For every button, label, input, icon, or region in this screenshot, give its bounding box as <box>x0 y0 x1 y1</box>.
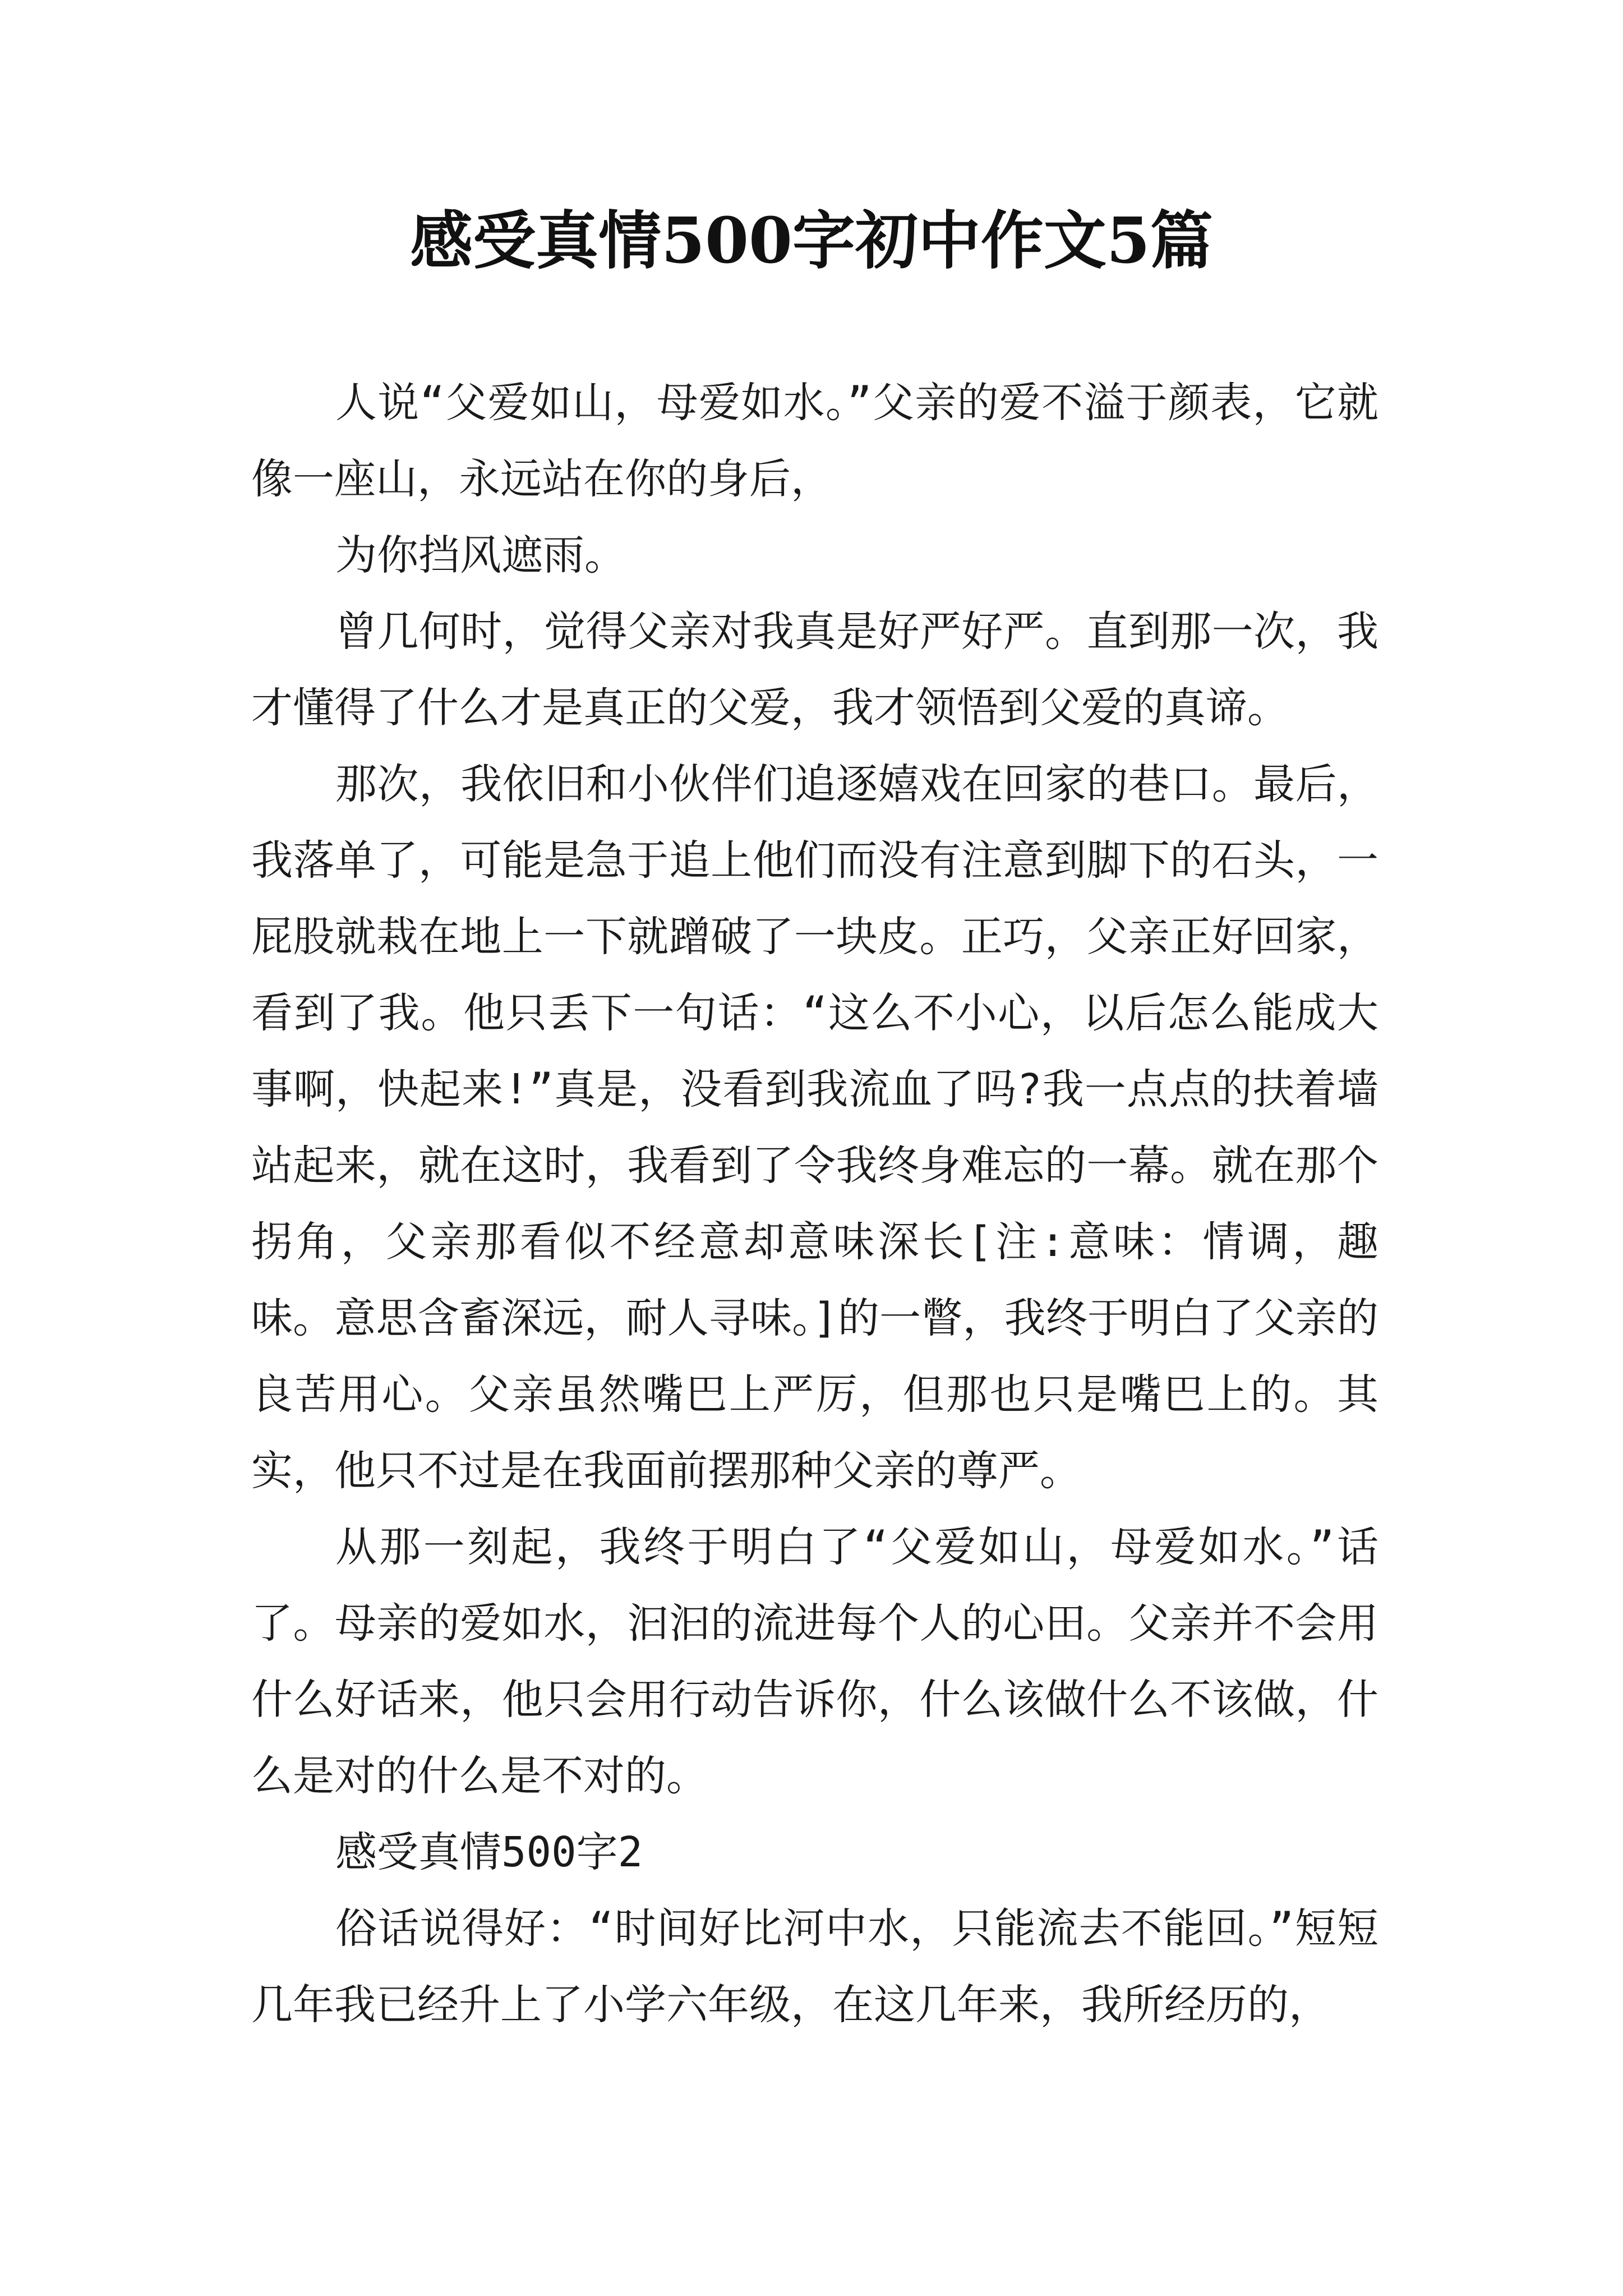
paragraph-2: 为你挡风遮雨。 <box>335 531 626 579</box>
paragraph-3: 曾几何时，觉得父亲对我真是好严好严。直到那一次，我才懂得了什么才是真正的父爱，我才领悟到父爱的真谛。 <box>251 608 1378 732</box>
section-heading-2: 感受真情500字2 <box>335 1828 643 1876</box>
document-title: 感受真情500字初中作文5篇 <box>410 204 1213 278</box>
document-body <box>251 365 1378 2043</box>
paragraph-5: 从那一刻起，我终于明白了“父爱如山，母爱如水。”话了。母亲的爱如水，汩汩的流进每个人的心田。父亲并不会用什么好话来，他只会用行动告诉你，什么该做什么不该做，什么是对的什么是不对的。 <box>251 1523 1378 1800</box>
paragraph-6: 俗话说得好：“时间好比河中水，只能流去不能回。”短短几年我已经升上了小学六年级，在这几年来，我所经历的， <box>251 1904 1378 2029</box>
paragraph-1: 人说“父爱如山，母爱如水。”父亲的爱不溢于颜表，它就像一座山，永远站在你的身后， <box>251 379 1378 503</box>
paragraph-4: 那次，我依旧和小伙伴们追逐嬉戏在回家的巷口。最后，我落单了，可能是急于追上他们而没有注意到脚下的石头，一屁股就栽在地上一下就蹭破了一块皮。正巧，父亲正好回家，看到了我。他只丢下一句话：“这么不小心，以后怎么能成大事啊，快起来!”真是，没看到我流血了吗?我一点点的扶着墙站起来，就在这时，我看到了令我终身难忘的一幕。就在那个拐角，父亲那看似不经意却意味深长[注:意味：情调，趣味。意思含畜深远，耐人寻味。]的一瞥，我终于明白了父亲的良苦用心。父亲虽然嘴巴上严厉，但那也只是嘴巴上的。其实，他只不过是在我面前摆那种父亲的尊严。 <box>251 760 1378 1495</box>
